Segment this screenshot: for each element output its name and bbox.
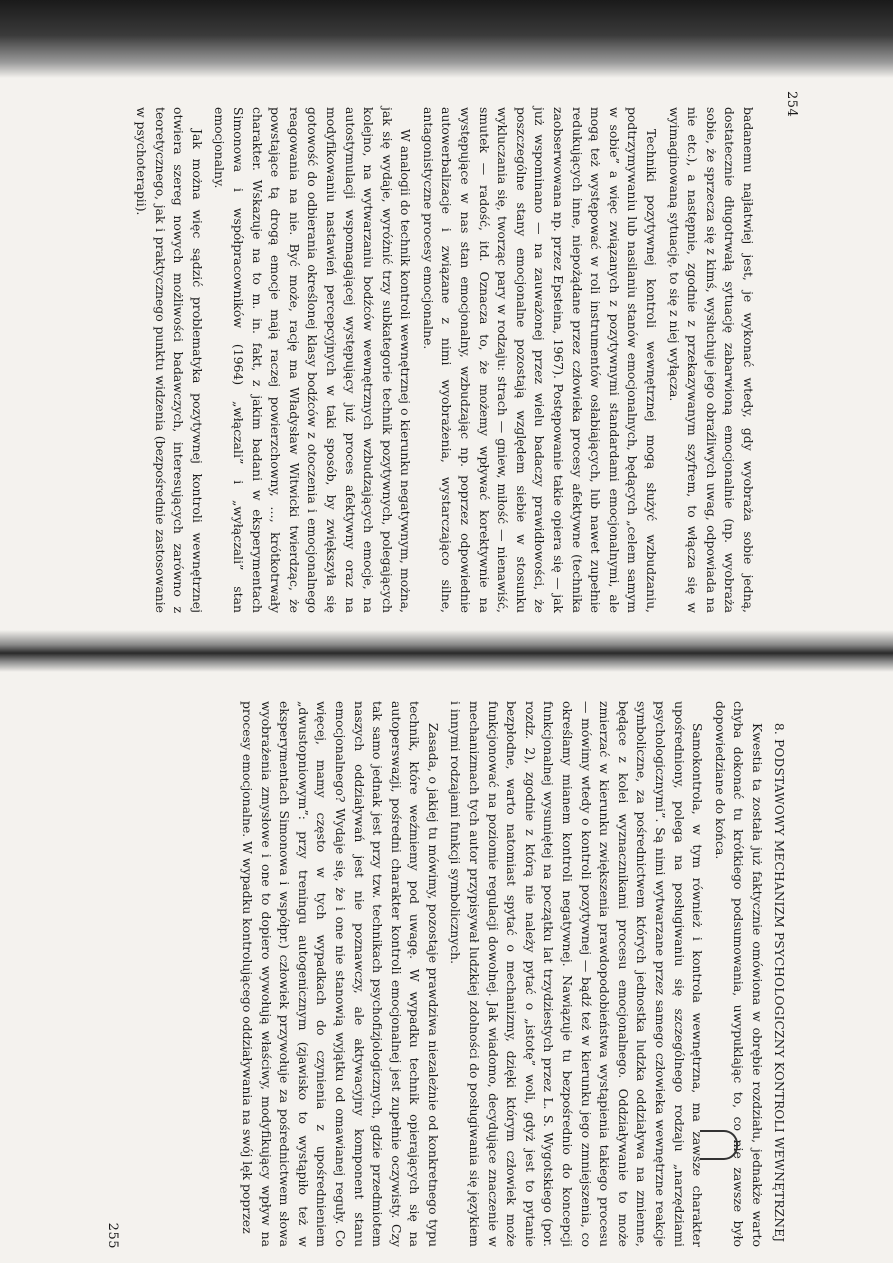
paragraph: Jak można więc sądzić problematyka pozytywnej kontroli wewnętrznej otwiera szereg nowych możliwości badawczych, interesujących zarówno z teoretycznego, jak i praktycznego punktu widzenia (bezpośrednie zastosowanie w psychoterapii). (133, 107, 205, 613)
page-255 (0, 672, 893, 1263)
page-254 (0, 78, 893, 630)
scan-fold-shadow (0, 630, 893, 672)
page-number: 255 (104, 1222, 120, 1249)
page-255-content (97, 683, 797, 1253)
chapter-heading: 8. PODSTAWOWY MECHANIZM PSYCHOLOGICZNY KONTROLI WEWNĘTRZNEJ (771, 722, 786, 1242)
page-text (127, 107, 757, 613)
scan-edge-top (0, 0, 893, 78)
paragraph: W analogii do technik kontroli wewnętrznej o kierunku negatywnym, można, jak się wydaje, wyróżnić trzy subkategorie technik pozytywnych, polegających kolejno, na wytwarzaniu bodźców wewnętrznych wzbudzających emocje, na autostymulacji wspomagającej występujący już proces afektywny oraz na modyfikowaniu nastawień percepcyjnych w taki sposób, by zwiększyła się gotowość do odbierania określonej klasy bodźców z otoczenia i emocjonalnego reagowania na nie. Być może, rację ma Władysław Witwicki twierdząc, że powstające tą drogą emocje mają raczej powierzchowny, …, krótkotrwały charakter. Wskazuje na to m. in. fakt, z jakim badani w eksperymentach Simonowa i współpracowników (1964) „włączali” i „wyłączali” stan emocjonalny. (211, 107, 413, 613)
paragraph: Techniki pozytywnej kontroli wewnętrznej mogą służyć wzbudzaniu, podtrzymywaniu lub nasilaniu stanów emocjonalnych, będących „celem samym w sobie” a więc związanych z pozytywnymi standardami emocjonalnymi, ale mogą też występować w roli instrumentów osłabiających, lub nawet zupełnie redukujących inne, niepożądane przez człowieka procesy afektywne (technika zaobserwowana np. przez Epsteina, 1967). Postępowanie takie opiera się — jak już wspominano — na zauważonej przez wielu badaczy prawidłowości, że poszczególne stany emocjonalne pozostają względem siebie w stosunku wykluczania się, tworząc pary w rodzaju: strach — gniew, miłość — nienawiść, smutek — radość, itd. Oznacza to, że możemy wpływać korektywnie na występujące w nas stan emocjonalny, wzbudzając np. poprzez odpowiednie autowerbalizacje i związane z nimi wyobrażenia, wystarczająco silne, antagonistyczne procesy emocjonalne. (420, 107, 659, 613)
handwritten-bracket-mark (700, 1130, 738, 1160)
page-text (233, 701, 787, 1247)
paragraph: badanemu najłatwiej jest, je wykonać wtedy, gdy wyobraża sobie jedną, dostatecznie długotrwałą sytuację zabarwioną emocjonalnie (np. wyobraża sobie, że sprzecza się z kimś, wysłuchuje jego obraźliwych uwag, odpowiada na nie etc.), a następnie, zgodnie z przekazywanym szyfrem, to włącza się w wyimaginowaną sytuację, to się z niej wyłącza. (666, 107, 756, 613)
paragraph: Kwestia ta została już faktycznie omówiona w obrębie rozdziału, jednakże warto chyba dokonać tu krótkiego podsumowania, uwypuklając to, co nie zawsze było dopowiedziane do końca. (712, 700, 765, 1247)
paragraph: Samokontrola, w tym również i kontrola wewnętrzna, ma zawsze charakter upośredniony, polega na posługiwaniu się szczególnego rodzaju „narzędziami psychologicznymi”. Są nimi wytwarzane przez samego człowieka wewnętrzne reakcje symboliczne, za pośrednictwem których jednostka ludzka oddziaływa na zmienne, będące z kolei wyznacznikami procesu emocjonalnego. Oddziaływanie to może zmierzać w kierunku zwiększenia prawdopodobieństwa wystąpienia takiego procesu — mówimy wtedy o kontroli pozytywnej — bądź też w kierunku jego zmniejszenia, co określamy mianem kontroli negatywnej. Nawiązuje tu bezpośrednio do koncepcji funkcjonalnej wysuniętej na początku lat trzydziestych przez L. S. Wygotskiego (por. rozdz. 2), zgodnie z którą nie należy pytać o „istotę” woli, gdyż jest to pytanie bezpłodne, warto natomiast spytać o mechanizmy, dzięki którym człowiek może funkcjonować na poziomie regulacji dowolnej. Jak wiadomo, decydujące znaczenie w mechanizmach tych autor przypisywał ludzkiej zdolności do posługiwania się językiem i innymi rodzajami funkcji symbolicznych. (448, 700, 705, 1247)
page-number: 254 (783, 91, 799, 118)
page-254-content (97, 89, 797, 619)
paragraph: Zasada, o jakiej tu mówimy, pozostaje prawdziwa niezależnie od konkretnego typu technik, które weźmiemy pod uwagę. W wypadku technik opierających się na autoperswazji, pośredni charakter kontroli emocjonalnej jest zupełnie oczywisty. Czy tak samo jednak jest przy tzw. technikach psychofizjologicznych, gdzie przedmiotem naszych oddziaływań jest nie poznawczy, ale aktywacyjny komponent stanu emocjonalnego? Wydaje się, że i one nie stanowią wyjątku od omawianej reguły. Co więcej, mamy często w tych wypadkach do czynienia z upośrednieniem „dwustopniowym”: przy treningu autogenicznym (zjawisko to wystąpiło też w eksperymentach Simonowa i współpr.) człowiek przywołuje za pośrednictwem słowa wyobrażenia zmysłowe i one to dopiero wywołują właściwy, modyfikujący wpływ na procesy emocjonalne. W wypadku kontrolującego oddziaływania na swój lęk poprzez (239, 700, 441, 1247)
